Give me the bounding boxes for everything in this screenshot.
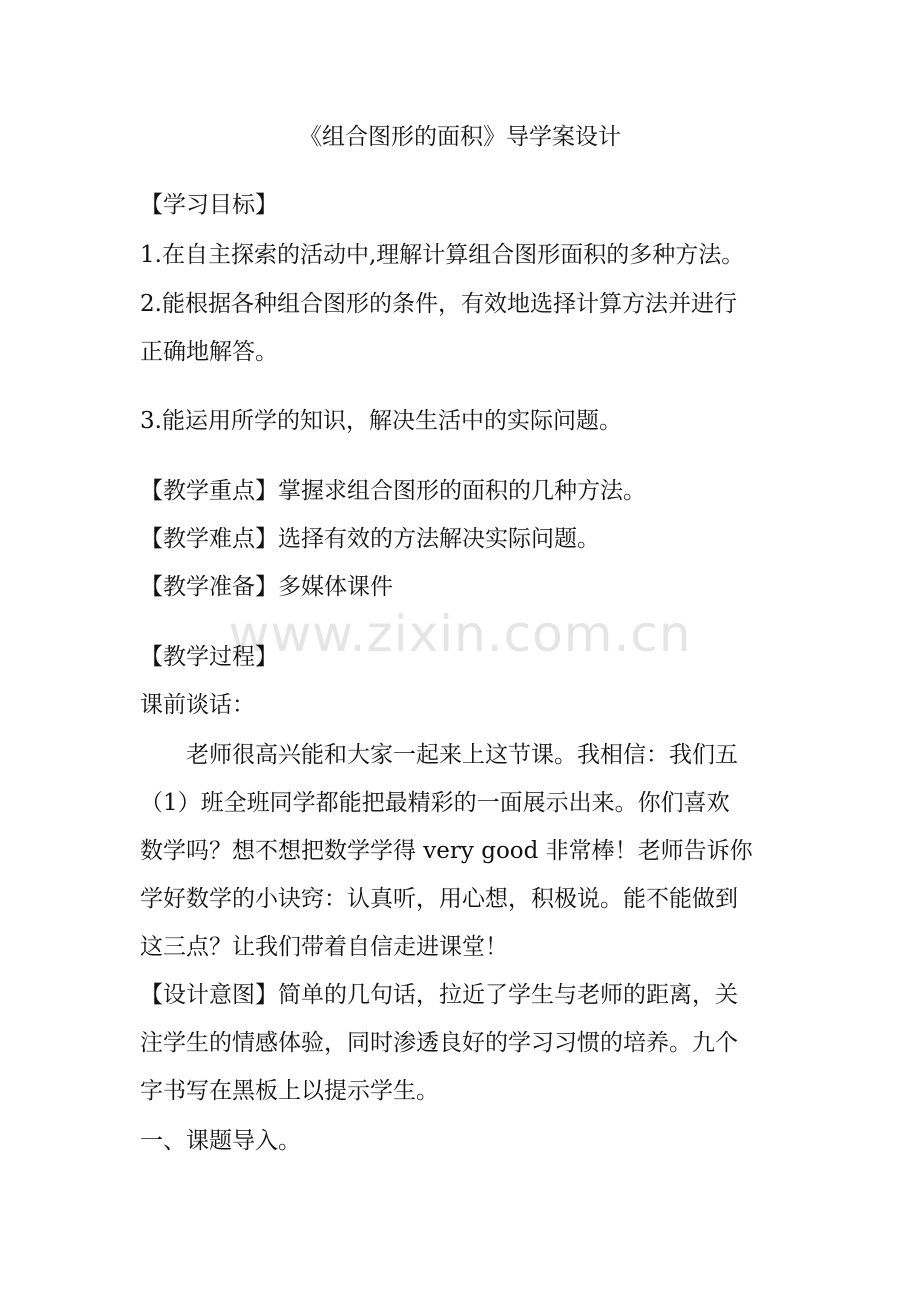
objective-3: 3.能运用所学的知识，解决生活中的实际问题。	[140, 408, 622, 434]
design-intent-line: 注学生的情感体验，同时渗透良好的学习习惯的培养。九个	[140, 1030, 738, 1056]
objectives-heading: 【学习目标】	[140, 192, 278, 218]
process-heading: 【教学过程】	[140, 644, 278, 670]
preparation: 【教学准备】多媒体课件	[140, 574, 393, 600]
talk-line: 学好数学的小诀窍：认真听，用心想，积极说。能不能做到	[140, 886, 738, 912]
objective-1: 1.在自主探索的活动中,理解计算组合图形面积的多种方法。	[140, 242, 745, 268]
talk-line: 这三点？让我们带着自信走进课堂！	[140, 934, 508, 960]
talk-line: 数学吗？想不想把数学学得 very good 非常棒！老师告诉你	[140, 838, 753, 864]
difficulty: 【教学难点】选择有效的方法解决实际问题。	[140, 526, 600, 552]
key-point: 【教学重点】掌握求组合图形的面积的几种方法。	[140, 478, 646, 504]
talk-line: 老师很高兴能和大家一起来上这节课。我相信：我们五	[186, 742, 738, 768]
objective-2-line-2: 正确地解答。	[140, 339, 278, 365]
section-heading: 一、课题导入。	[140, 1128, 301, 1154]
objective-2-line-1: 2.能根据各种组合图形的条件，有效地选择计算方法并进行	[140, 291, 737, 317]
talk-line: （1）班全班同学都能把最精彩的一面展示出来。你们喜欢	[140, 790, 730, 816]
document-title: 《组合图形的面积》导学案设计	[299, 124, 621, 150]
design-intent-line: 字书写在黑板上以提示学生。	[140, 1078, 439, 1104]
watermark: www.zixin.com.cn	[228, 605, 692, 663]
pre-class-label: 课前谈话：	[140, 692, 255, 718]
design-intent-line: 【设计意图】简单的几句话，拉近了学生与老师的距离，关	[140, 982, 738, 1008]
